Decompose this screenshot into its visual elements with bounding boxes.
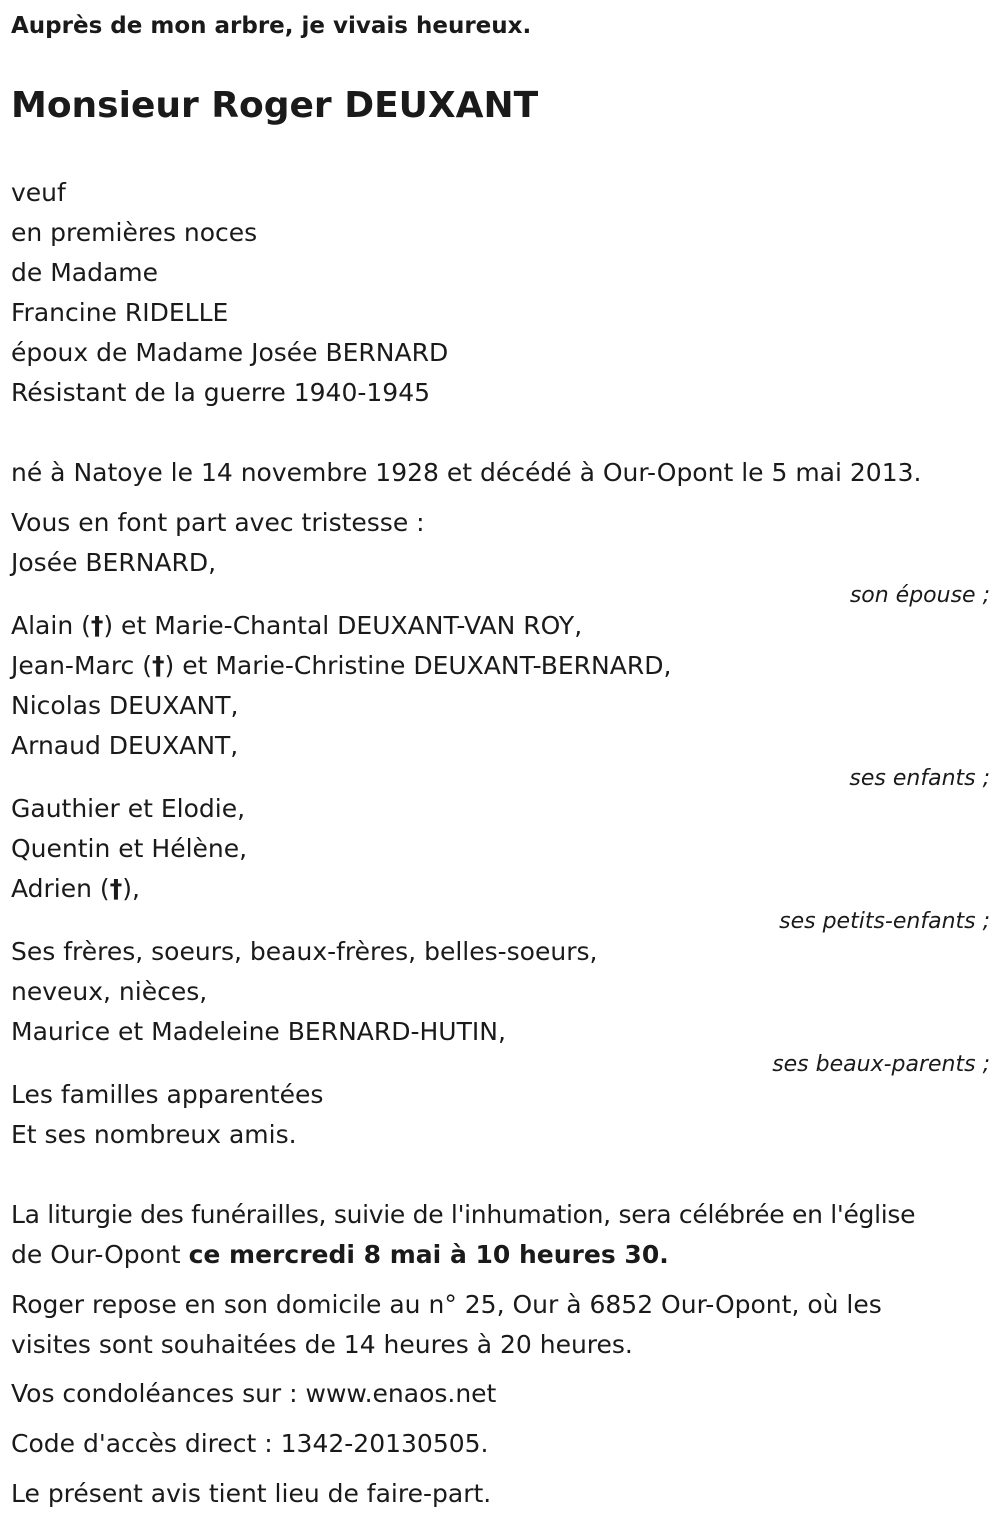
access-code-line: Code d'accès direct : 1342-20130505. [11, 1429, 489, 1458]
status-line: veuf [11, 178, 66, 207]
in-laws-line: Ses frères, soeurs, beaux-frères, belles-soeurs, [11, 937, 598, 966]
closing-family [11, 1075, 990, 1155]
epigraph: Auprès de mon arbre, je vivais heureux. [11, 13, 532, 39]
visitation-line: visites sont souhaitées de 14 heures à 20 heures. [11, 1330, 633, 1359]
cross-icon: † [152, 651, 165, 680]
grandchild-line: Adrien (†), [11, 874, 140, 903]
status-line: de Madame [11, 258, 159, 287]
funeral-line: de Our-Opont ce mercredi 8 mai à 10 heures 30. [11, 1240, 669, 1269]
status-line: Résistant de la guerre 1940-1945 [11, 378, 431, 407]
visitation-line: Roger repose en son domicile au n° 25, Our à 6852 Our-Opont, où les [11, 1290, 882, 1319]
status-line: Francine RIDELLE [11, 298, 229, 327]
cross-icon: † [90, 611, 104, 640]
in-laws-line: neveux, nièces, [11, 977, 208, 1006]
condolences-line: Vos condoléances sur : www.enaos.net [11, 1379, 497, 1408]
in-laws-section [11, 932, 990, 1078]
grandchildren-role: ses petits-enfants ; [779, 909, 990, 934]
child-line: Jean-Marc (†) et Marie-Christine DEUXANT-BERNARD, [11, 651, 672, 680]
visitation-section [11, 1285, 990, 1365]
notice-line: Le présent avis tient lieu de faire-part. [11, 1479, 492, 1508]
announcement-intro: Vous en font part avec tristesse : [11, 508, 425, 537]
grandchildren-section [11, 789, 990, 935]
funeral-section [11, 1195, 990, 1275]
grandchild-line: Quentin et Hélène, [11, 834, 248, 863]
spouse-section [11, 543, 990, 609]
child-line: Arnaud DEUXANT, [11, 731, 239, 760]
child-line: Nicolas DEUXANT, [11, 691, 239, 720]
closing-line: Et ses nombreux amis. [11, 1120, 297, 1149]
grandchild-line: Gauthier et Elodie, [11, 794, 246, 823]
funeral-date: ce mercredi 8 mai à 10 heures 30. [188, 1240, 669, 1269]
closing-line: Les familles apparentées [11, 1080, 324, 1109]
funeral-line: La liturgie des funérailles, suivie de l'inhumation, sera célébrée en l'église [11, 1200, 916, 1229]
spouse-role: son épouse ; [849, 583, 990, 608]
child-line: Alain (†) et Marie-Chantal DEUXANT-VAN ROY, [11, 611, 583, 640]
deceased-name: Monsieur Roger DEUXANT [11, 85, 539, 126]
birth-death-line: né à Natoye le 14 novembre 1928 et décédé à Our-Opont le 5 mai 2013. [11, 458, 922, 487]
spouse-name: Josée BERNARD, [11, 548, 217, 577]
status-line: en premières noces [11, 218, 258, 247]
status-block [11, 173, 990, 413]
status-line: époux de Madame Josée BERNARD [11, 338, 449, 367]
children-role: ses enfants ; [849, 766, 990, 791]
in-laws-role: ses beaux-parents ; [772, 1052, 990, 1077]
in-laws-line: Maurice et Madeleine BERNARD-HUTIN, [11, 1017, 506, 1046]
cross-icon: † [109, 874, 123, 903]
children-section [11, 606, 990, 792]
